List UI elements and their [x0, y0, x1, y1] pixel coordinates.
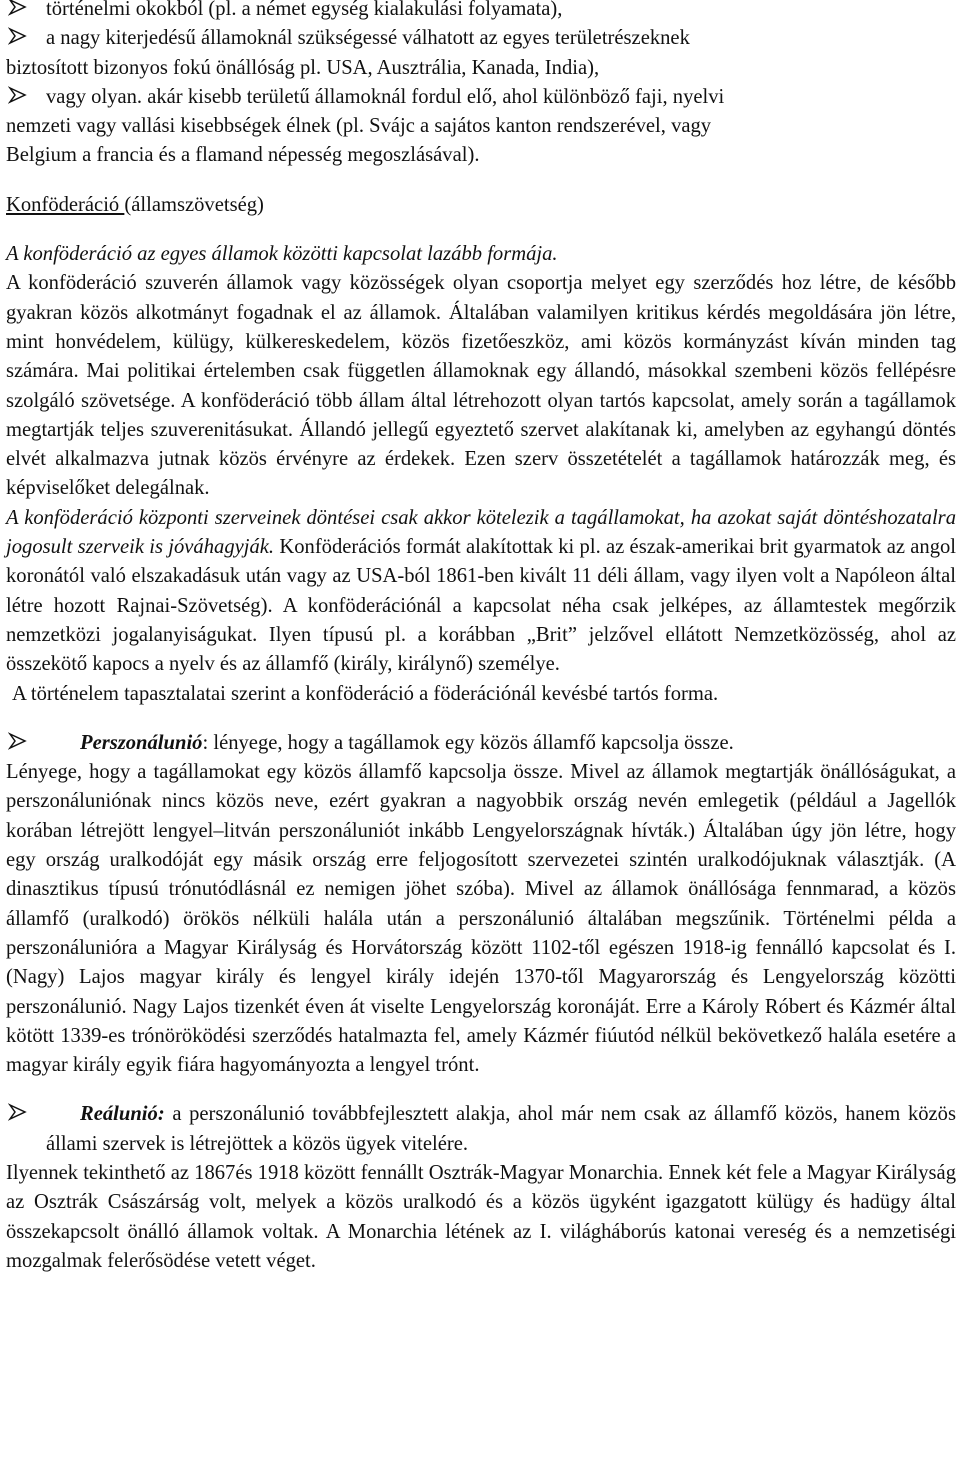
term-real-union: Reálunió:: [80, 1103, 165, 1126]
bullet-continuation: biztosított bizonyos fokú önállóság pl. USA, Ausztrália, Kanada, India),: [6, 56, 600, 79]
bullet-text: történelmi okokból (pl. a német egység kialakulási folyamata),: [46, 0, 563, 20]
document-content: [6, 0, 956, 1276]
bullet-item: [6, 24, 956, 53]
bullet-item-personal-union: [6, 729, 956, 758]
term-personal-union: Perszonálunió: [80, 731, 203, 754]
bullet-item: [6, 83, 956, 112]
section-heading-confederation: [6, 191, 956, 220]
paragraph: Ilyennek tekinthető az 1867és 1918 között fennállt Osztrák-Magyar Monarchia. Ennek két fele a Magyar Királyság az Osztrák Császárság volt, melyek a közös uralkodó és a közös ügyként igazgatott külügy és hadügy által összekapcsolt önálló államok voltak. A Monarchia létének az I. világháborús katonai vereség és a nemzetiségi mozgalmak felerősödése vetett véget.: [6, 1161, 956, 1272]
term-lead: a perszonálunió továbbfejlesztett alakja, ahol már nem csak az államfő közös, hanem közös állami szervek is létrejöttek a közös ügyek vitelére.: [46, 1103, 956, 1155]
conclusion: A történelem tapasztalatai szerint a konföderáció a föderációnál kevésbé tartós forma.: [12, 682, 719, 705]
arrowhead-bullet-icon: [8, 83, 28, 112]
bullet-continuation: Belgium a francia és a flamand népesség megoszlásával).: [6, 144, 480, 167]
arrowhead-bullet-icon: [8, 1100, 28, 1129]
arrowhead-bullet-icon: [8, 0, 28, 24]
paragraph: Lényege, hogy a tagállamokat egy közös államfő kapcsolja össze. Mivel az államok megtartják önállóságukat, a perszonáluniónak nincs közös neve, ezért gyakran a nagyobbik ország nevén emlegetik (például a Jagellók korában létrejött lengyel–litván perszonáluniót inkább Lengyelországnak hívták.) Általában úgy jön létre, hogy egy ország uralkodóját egy másik ország erre feljogosított szervezetei szintén uralkodójuknak választják. (A dinasztikus típusú trónutódlásnál ez nemigen jöhet szóba). Mivel az államok önállósága fennmarad, a közös államfő (uralkodó) örökös nélküli halála után a perszonálunió általában megszűnik. Történelmi példa a perszonálunióra a Magyar Királyság és Horvátország között 1102-től egészen 1918-ig fennálló kapcsolat és I.(Nagy) Lajos magyar király és lengyel király idején 1370-től Magyarország és Lengyelország közötti perszonálunió. Nagy Lajos tizenkét éven át viselte Lengyelország koronáját. Erre a Károly Róbert és Kázmér által kötött 1339-es trónöröködési szerződés hatalmazta fel, amely Kázmér fiúutód nélkül bekövetkező halála esetére a magyar király egyik fiára hagyományozta a lengyel trónt.: [6, 761, 956, 1077]
heading-term: Konföderáció: [6, 193, 125, 216]
heading-rest: (államszövetség): [124, 193, 264, 216]
colon: :: [202, 731, 209, 754]
arrowhead-bullet-icon: [8, 729, 28, 758]
bullet-continuation: nemzeti vagy vallási kisebbségek élnek (pl. Svájc a sajátos kanton rendszerével, vagy: [6, 115, 712, 138]
paragraph: A konföderáció szuverén államok vagy közösségek olyan csoportja melyet egy szerződés hoz létre, de később gyakran közös alkotmányt fogadnak el az államok. Általában valamilyen kritikus kérdés megoldására jön létre, mint honvédelem, külügy, külkereskedelem, közös fizetőeszköz, ami közös kormányzást kíván minden tag számára. Mai politikai értelemben csak független államoknak egy állandó, másokkal szembeni közös fellépésre szolgáló szövetsége. A konföderáció több állam által létrehozott olyan tartós kapcsolat, amely során a tagállamok megtartják teljes szuverenitásukat. Állandó jellegű egyeztető szervet alakítanak ki, amelyben az egyhangú döntés elvét alkalmazva jutnak közös érvényre az érdekek. Ezen szerv összetételét a tagállamok határozzák meg, és képviselőket delegálnak.: [6, 272, 956, 500]
bullet-text: vagy olyan. akár kisebb területű államoknál fordul elő, ahol különböző faji, nyelvi: [46, 85, 725, 108]
paragraph: [6, 504, 956, 680]
arrowhead-bullet-icon: [8, 24, 28, 53]
italic-sentence: A konföderáció központi szerveinek döntései csak akkor kötelezik a tagállamokat, ha azokat saját döntéshozatalra jogosult szerveik is jóváhagyják.: [6, 506, 956, 559]
term-lead: lényege, hogy a tagállamok egy közös államfő kapcsolja össze.: [208, 731, 734, 754]
bullet-item-real-union: [6, 1100, 956, 1159]
paragraph-text: Konföderációs formát alakítottak ki pl. az észak-amerikai brit gyarmatok az angol koronától való elszakadásuk után vagy az USA-ból 1861-ben kivált 11 déli állam, vagy ilyen volt a Napóleon által létre hozott Rajnai-Szövetség). A konföderációnál a kapcsolat néha csak jelképes, az államtestek megőrzik nemzetközi jogalanyiságukat. Ilyen típusú pl. a korábban „Brit” jelzővel ellátott Nemzetközösség, ahol az összekötő kapocs a nyelv és az államfő (király, királynő) személye.: [6, 536, 957, 676]
bullet-text: a nagy kiterjedésű államoknál szükségessé válhatott az egyes területrészeknek: [46, 27, 690, 50]
definition-italic: A konföderáció az egyes államok közötti kapcsolat lazább formája.: [6, 243, 558, 266]
bullet-item: [6, 0, 956, 24]
